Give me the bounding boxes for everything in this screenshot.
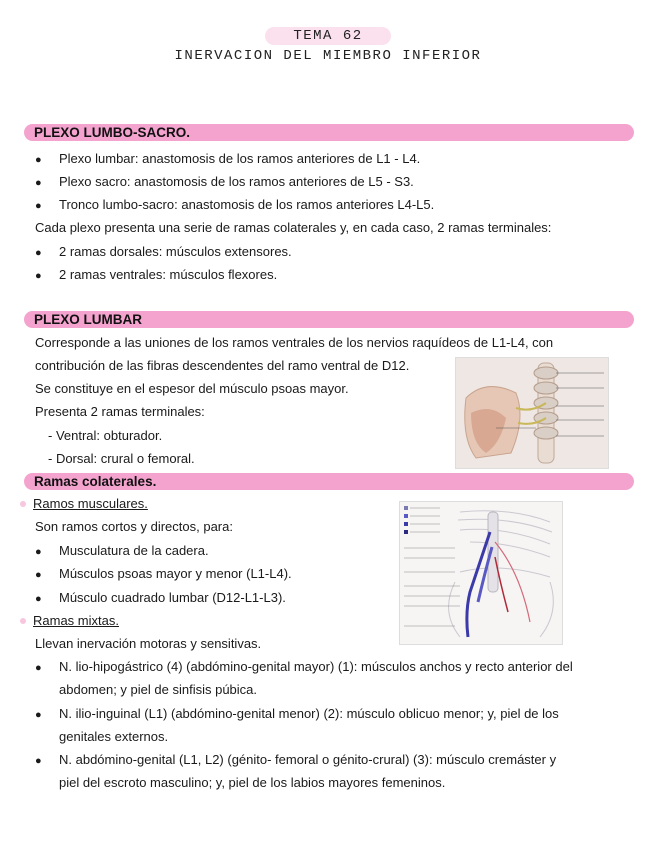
tema-label: TEMA 62: [265, 27, 390, 45]
list-item: ● Musculatura de la cadera.: [35, 543, 209, 558]
subheading-ramos-musculares: Ramos musculares.: [33, 496, 148, 511]
list-item: ● N. ilio-inguinal (L1) (abdómino-genital menor) (2): músculo oblicuo menor; y, piel de los: [35, 706, 559, 721]
paragraph-line: contribución de las fibras descendentes del ramo ventral de D12.: [35, 358, 410, 373]
nerve-diagram-image: [400, 502, 562, 644]
subheading-marker: [20, 501, 26, 507]
paragraph: Son ramos cortos y directos, para:: [35, 519, 233, 534]
subheading-ramas-mixtas: Ramas mixtas.: [33, 613, 119, 628]
section-heading-plexo-lumbosacro: PLEXO LUMBO-SACRO.: [24, 124, 634, 141]
section-heading-ramas-colaterales: Ramas colaterales.: [24, 473, 634, 490]
list-item: ● Plexo lumbar: anastomosis de los ramos anteriores de L1 - L4.: [35, 151, 421, 166]
list-item: ● N. abdómino-genital (L1, L2) (génito- femoral o génito-crural) (3): músculo cremáster y: [35, 752, 557, 767]
paragraph: Cada plexo presenta una serie de ramas colaterales y, en cada caso, 2 ramas terminales:: [35, 220, 552, 235]
list-item-continuation: piel del escroto masculino; y, piel de los labios mayores femeninos.: [59, 775, 446, 790]
document-title-block: [0, 27, 656, 64]
paragraph-line: - Dorsal: crural o femoral.: [48, 451, 195, 466]
lumbar-plexus-figure: [455, 357, 609, 469]
paragraph-line: Presenta 2 ramas terminales:: [35, 404, 205, 419]
paragraph-line: Se constituye en el espesor del músculo psoas mayor.: [35, 381, 349, 396]
list-item-continuation: genitales externos.: [59, 729, 169, 744]
list-item: ● N. lio-hipogástrico (4) (abdómino-genital mayor) (1): músculos anchos y recto anterior del: [35, 659, 573, 674]
subheading-marker: [20, 618, 26, 624]
anatomy-illustration-image: [456, 358, 608, 468]
paragraph-line: - Ventral: obturador.: [48, 428, 163, 443]
paragraph-line: Corresponde a las uniones de los ramos ventrales de los nervios raquídeos de L1-L4, con: [35, 335, 554, 350]
list-item: ● Plexo sacro: anastomosis de los ramos anteriores de L5 - S3.: [35, 174, 414, 189]
list-item: ● Músculos psoas mayor y menor (L1-L4).: [35, 566, 292, 581]
list-item-continuation: abdomen; y piel de sinfisis púbica.: [59, 682, 258, 697]
list-item: ● 2 ramas dorsales: músculos extensores.: [35, 244, 292, 259]
list-item: ● Músculo cuadrado lumbar (D12-L1-L3).: [35, 590, 286, 605]
nerve-diagram-figure: [399, 501, 563, 645]
section-heading-plexo-lumbar: PLEXO LUMBAR: [24, 311, 634, 328]
list-item: ● Tronco lumbo-sacro: anastomosis de los ramos anteriores L4-L5.: [35, 197, 435, 212]
document-title: INERVACION DEL MIEMBRO INFERIOR: [174, 48, 482, 64]
list-item: ● 2 ramas ventrales: músculos flexores.: [35, 267, 278, 282]
paragraph: Llevan inervación motoras y sensitivas.: [35, 636, 262, 651]
